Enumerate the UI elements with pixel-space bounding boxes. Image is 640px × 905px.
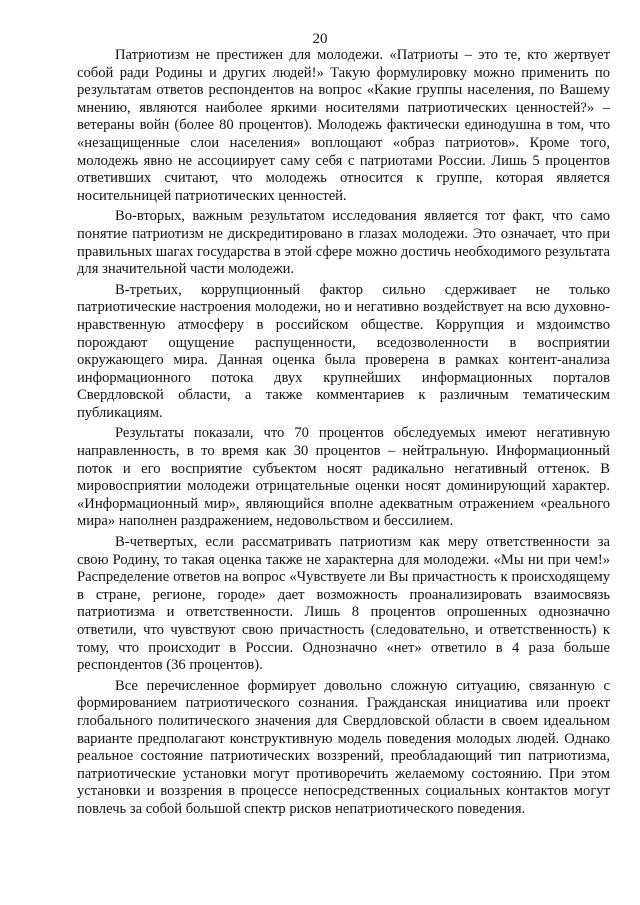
paragraph-6: Все перечисленное формирует довольно сложную ситуацию, связанную с формированием патриотического сознания. Гражданская инициатива или проект глобального политического значения для Свердловской области в своем идеальном варианте предполагают конструктивную модель поведения молодых людей. Однако реальное состояние патриотических воззрений, преобладающий тип патриотизма, патриотические установки могут противоречить желаемому состоянию. При этом установки и воззрения в процессе непосредственных социальных контактов могут повлечь за собой большой спектр рисков непатриотического поведения. xyxy=(77,677,610,817)
paragraph-5: В-четвертых, если рассматривать патриотизм как меру ответственности за свою Родину, то такая оценка также не характерна для молодежи. «Мы ни при чем!» Распределение ответов на вопрос «Чувствуете ли Вы причастность к происходящему в стране, регионе, городе» дает возможность проанализировать взаимосвязь патриотизма и ответственности. Лишь 8 процентов опрошенных однозначно ответили, что чувствуют свою причастность (следовательно, и ответственность) к тому, что происходит в России. Однозначно «нет» ответило в 4 раза больше респондентов (36 процентов). xyxy=(77,534,610,674)
page-number: 20 xyxy=(312,31,328,47)
body-text xyxy=(77,47,610,822)
paragraph-2: Во-вторых, важным результатом исследования является тот факт, что само понятие патриотизм не дискредитировано в глазах молодежи. Это означает, что при правильных шагах государства в этой сфере можно достичь необходимого результата для значительной части молодежи. xyxy=(77,208,610,278)
paragraph-4: Результаты показали, что 70 процентов обследуемых имеют негативную направленность, в то время как 30 процентов – нейтральную. Информационный поток и его восприятие субъектом носят радикально негативный оттенок. В мировосприятии молодежи отрицательные оценки носят доминирующий характер. «Информационный мир», являющийся вполне адекватным отражением «реального мира» наполнен раздражением, недовольством и бессилием. xyxy=(77,425,610,530)
paragraph-3: В-третьих, коррупционный фактор сильно сдерживает не только патриотические настроения молодежи, но и негативно воздействует на всю духовно-нравственную атмосферу в российском обществе. Коррупция и мздоимство порождают ощущение распущенности, вседозволенности в восприятии окружающего мира. Данная оценка была проверена в рамках контент-анализа информационного потока двух крупнейших информационных порталов Свердловской области, а также комментариев к различным тематическим публикациям. xyxy=(77,281,610,421)
paragraph-1: Патриотизм не престижен для молодежи. «Патриоты – это те, кто жертвует собой ради Родины и других людей!» Такую формулировку можно применить по результатам ответов респондентов на вопрос «Какие группы населения, по Вашему мнению, являются наиболее яркими носителями патриотических ценностей?» – ветераны войн (более 80 процентов). Молодежь фактически единодушна в том, что «незащищенные слои населения» воплощают «образ патриотов». Кроме того, молодежь явно не ассоциирует саму себя с патриотами России. Лишь 5 процентов ответивших считают, что молодежь относится к группе, которая является носительницей патриотических ценностей. xyxy=(77,47,610,204)
